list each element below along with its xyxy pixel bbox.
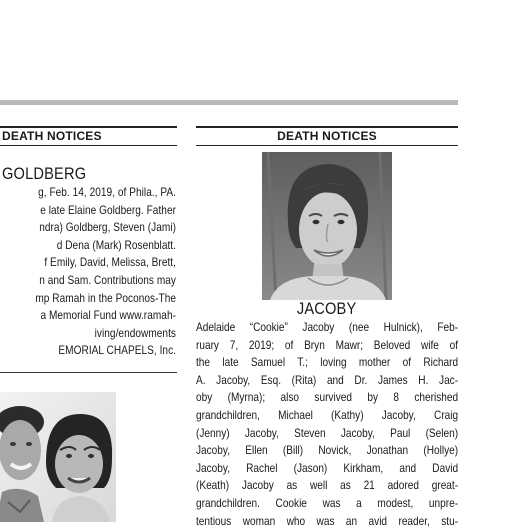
jacoby-name-text: JACOBY <box>297 299 357 318</box>
goldberg-line: d Dena (Mark) Rosenblatt. <box>56 237 176 252</box>
jacoby-line: ruary 7, 2019; of Bryn Mawr; Beloved wife of <box>196 337 459 352</box>
goldberg-line: ndra) Goldberg, Steven (Jami) <box>39 220 177 235</box>
goldberg-line: a Memorial Fund www.ramah- <box>40 308 176 323</box>
jacoby-line: the late Samuel T.; loving mother of Richard <box>196 355 459 370</box>
right-section-header-label: DEATH NOTICES <box>277 129 377 143</box>
goldberg-name-heading: GOLDBERG <box>2 164 87 183</box>
jacoby-line: Adelaide “Cookie” Jacoby (nee Hulnick), Feb- <box>196 320 459 334</box>
goldberg-line: mp Ramah in the Poconos-The <box>35 290 176 305</box>
jacoby-notice-text <box>196 319 458 530</box>
jacoby-line: grandchildren, Michael (Kathy) Jacoby, Craig <box>196 407 459 422</box>
goldberg-line: f Emily, David, Melissa, Brett, <box>44 255 176 270</box>
jacoby-line: grandchildren. Cookie was a modest, unpre- <box>196 495 459 510</box>
goldberg-line: EMORIAL CHAPELS, Inc. <box>58 343 176 358</box>
goldberg-line: e late Elaine Goldberg. Father <box>40 202 176 217</box>
jacoby-line: (Keath) Jacoby as well as 21 adored great- <box>196 478 459 493</box>
goldberg-line: n and Sam. Contributions may <box>39 272 176 287</box>
jacoby-line: A. Jacoby, Esq. (Rita) and Dr. James H. Jac- <box>196 372 459 387</box>
right-column <box>196 126 459 528</box>
left-column <box>0 126 177 512</box>
couple-photo <box>0 392 116 522</box>
top-gray-rule <box>0 100 458 105</box>
jacoby-portrait-photo <box>262 152 392 300</box>
right-section-header <box>196 126 458 146</box>
left-column-divider <box>0 372 177 373</box>
goldberg-notice-text <box>0 184 176 360</box>
left-section-header-label: DEATH NOTICES <box>2 129 102 143</box>
jacoby-line: oby (Myrna); also survived by 8 cherished <box>196 390 459 405</box>
jacoby-line: tentious woman who was an avid reader, stu- <box>196 513 459 528</box>
jacoby-line: Jacoby, Rachel (Jason) Kirkham, and David <box>196 460 459 475</box>
goldberg-line: iving/endowments <box>94 325 176 340</box>
left-section-header <box>0 126 177 146</box>
goldberg-line: g, Feb. 14, 2019, of Phila., PA. <box>38 185 176 199</box>
jacoby-line: Jacoby, Ellen (Bill) Novick, Jonathan (Hollye) <box>196 443 459 458</box>
jacoby-line: (Jenny) Jacoby, Steven Jacoby, Paul (Selen) <box>196 425 459 440</box>
jacoby-name-heading <box>196 299 458 319</box>
